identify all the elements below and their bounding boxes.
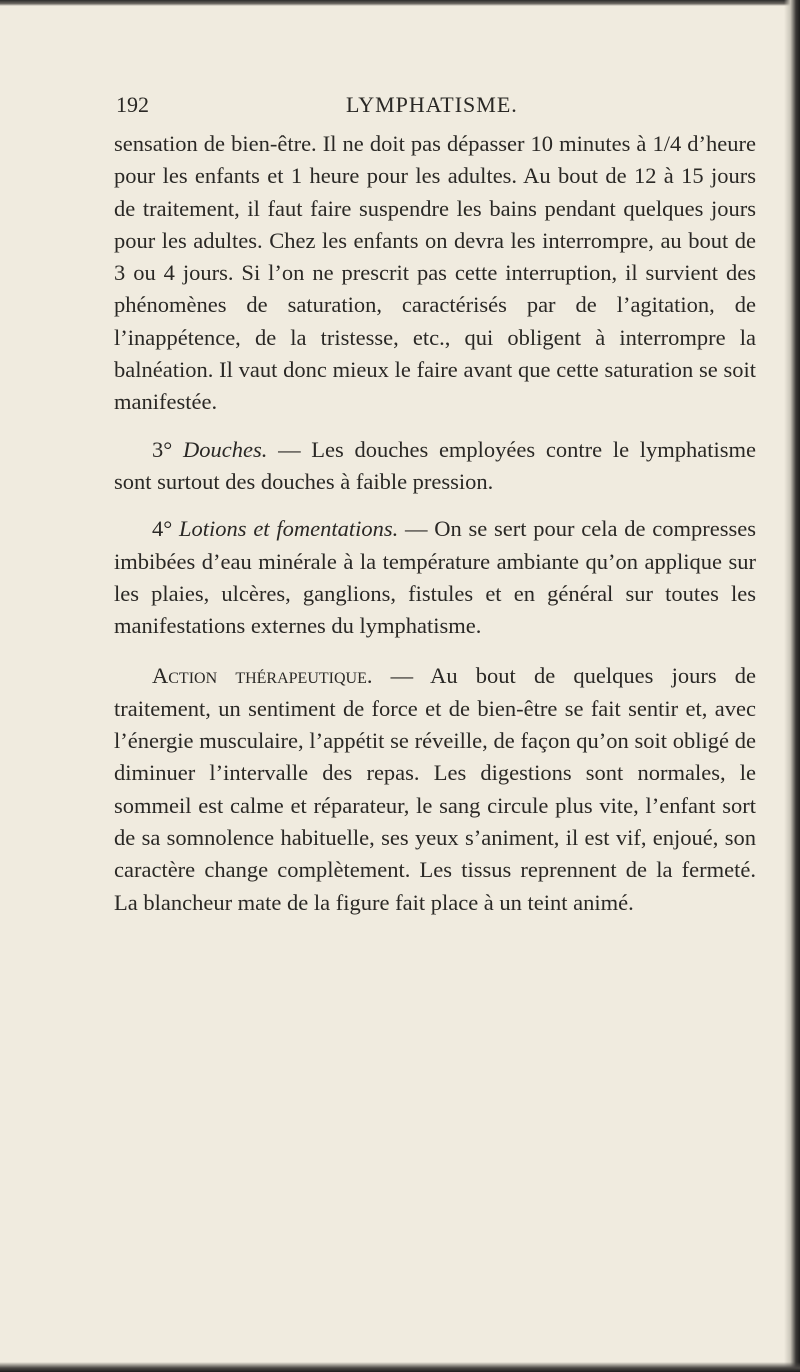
paragraph-bains-continued: sensation de bien-être. Il ne doit pas dépasser 10 minutes à 1/4 d’heure pour les enfants et 1 heure pour les adultes. Au bout de 12 à 15 jours de traitement, il faut faire suspendre les bains pendant quelques jours pour les adultes. Chez les enfants on devra les interrompre, au bout de 3 ou 4 jours. Si l’on ne prescrit pas cette interruption, il survient des phénomènes de saturation, caractérisés par de l’agitation, de l’inappétence, de la tristesse, etc., qui obligent à interrompre la balnéation. Il vaut donc mieux le faire avant que cette saturation se soit manifestée. — [114, 131, 756, 415]
page-top-edge — [0, 0, 800, 6]
paragraph-text: — On se sert pour cela de compresses imbibées d’eau minérale à la température ambiante qu’on applique sur les plaies, ulcères, ganglions, fistules et en général sur toutes les manifestations externes du lymphatisme. — [114, 516, 757, 639]
section-title: Douches. — [182, 436, 268, 462]
page-number: 192 — [116, 92, 149, 117]
paragraph-lotions — [114, 513, 756, 642]
section-title: Lotions et fomentations. — [179, 516, 399, 542]
paragraph-text: — Au bout de quelques jours de traitement, un sentiment de force et de bien-être se fait sentir et, avec l’énergie musculaire, l’appétit se réveille, de façon qu’on soit obligé de diminuer l’intervalle des repas. Les digestions sont normales, le sommeil est calme et réparateur, le sang circule plus vite, l’enfant sort de sa somnolence habituelle, ses yeux s’animent, il est vif, enjoué, son caractère change complètement. Les tissus reprennent de la fermeté. La blancheur mate de la figure fait place à un teint animé. — [114, 663, 756, 915]
running-title: LYMPHATISME. — [346, 92, 518, 117]
running-header — [116, 92, 756, 120]
page-bottom-edge — [0, 1362, 800, 1372]
section-number: 3° — [152, 436, 173, 462]
paragraph-action-therapeutique — [114, 660, 756, 918]
section-number: 4° — [152, 516, 173, 542]
page-body — [114, 128, 756, 919]
section-title: Action thérapeutique. — [152, 663, 373, 689]
paragraph-text: — Les douches employées contre le lymphatisme sont surtout des douches à faible pression. — [114, 436, 757, 494]
paragraph-douches — [114, 434, 756, 499]
page-right-edge — [784, 0, 800, 1372]
